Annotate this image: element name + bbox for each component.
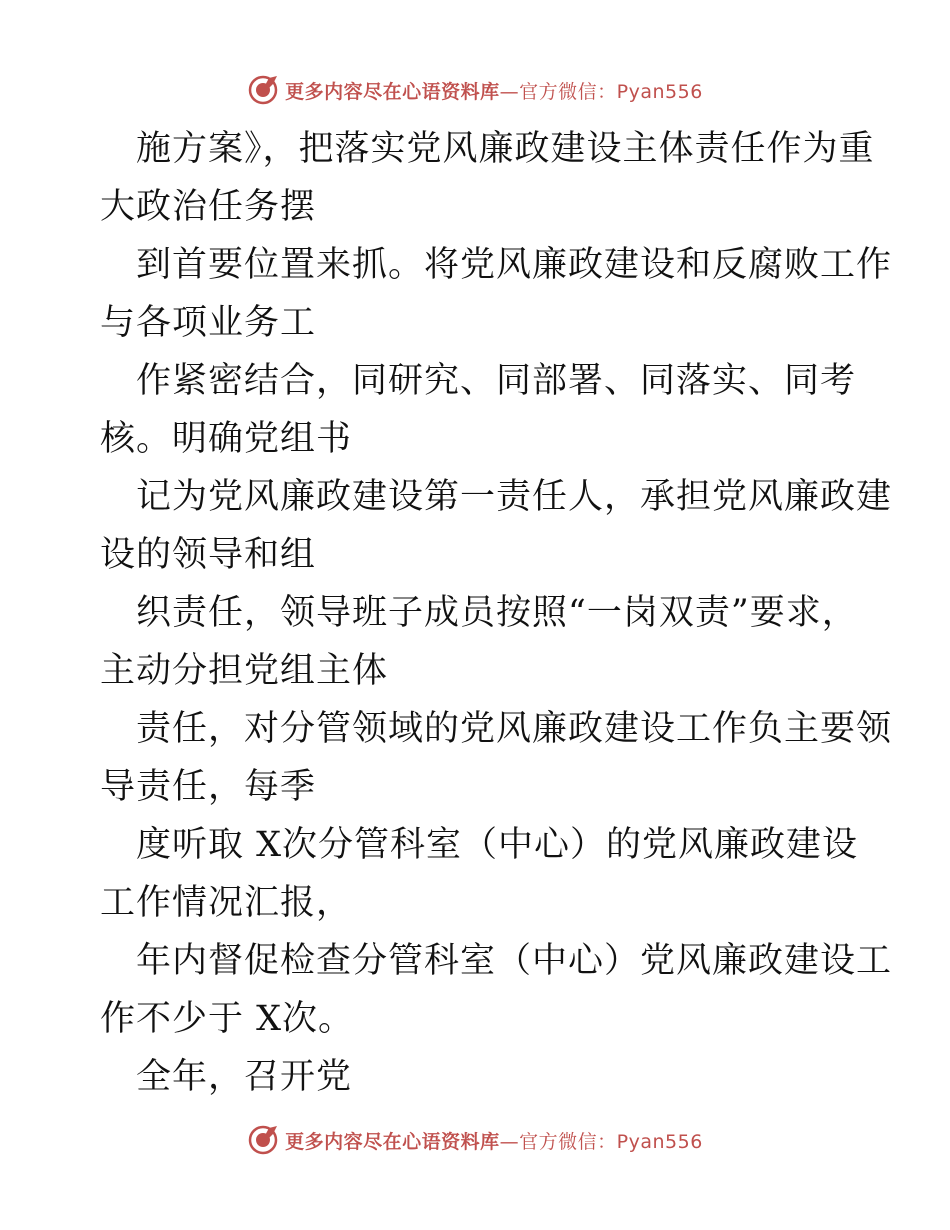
body-line: 大政治任务摆 (100, 187, 317, 227)
footer-banner-text (285, 1127, 703, 1154)
body-line: 工作情况汇报， (100, 883, 353, 923)
document-body (100, 120, 893, 1106)
body-line: 织责任，领导班子成员按照“一岗双责”要求， (136, 593, 858, 633)
header-banner (0, 70, 950, 110)
body-line: 年内督促检查分管科室（中心）党风廉政建设工 (136, 941, 893, 981)
body-line: 作紧密结合，同研究、同部署、同落实、同考 (136, 361, 857, 401)
body-line: 记为党风廉政建设第一责任人，承担党风廉政建 (136, 477, 893, 517)
body-line: 设的领导和组 (100, 535, 317, 575)
body-line: 核。明确党组书 (100, 419, 353, 459)
footer-banner-tail: —官方微信：Pyan556 (499, 1130, 703, 1153)
body-line: 责任，对分管领域的党风廉政建设工作负主要领 (136, 709, 893, 749)
body-line: 主动分担党组主体 (100, 651, 389, 691)
header-banner-tail: —官方微信：Pyan556 (499, 80, 703, 103)
footer-banner (0, 1120, 950, 1160)
footer-banner-lead: 更多内容尽在心语资料库 (285, 1130, 500, 1153)
body-line: 导责任，每季 (100, 767, 317, 807)
body-line: 与各项业务工 (100, 303, 317, 343)
body-line: 全年，召开党 (136, 1057, 353, 1097)
red-quill-circle-icon (247, 74, 279, 106)
body-line: 作不少于 X次。 (100, 999, 355, 1039)
header-banner-lead: 更多内容尽在心语资料库 (285, 80, 500, 103)
red-quill-circle-icon (247, 1124, 279, 1156)
header-banner-text (285, 77, 703, 104)
body-line: 施方案》，把落实党风廉政建设主体责任作为重 (136, 129, 875, 169)
body-line: 度听取 X次分管科室（中心）的党风廉政建设 (136, 825, 859, 865)
body-line: 到首要位置来抓。将党风廉政建设和反腐败工作 (136, 245, 893, 285)
